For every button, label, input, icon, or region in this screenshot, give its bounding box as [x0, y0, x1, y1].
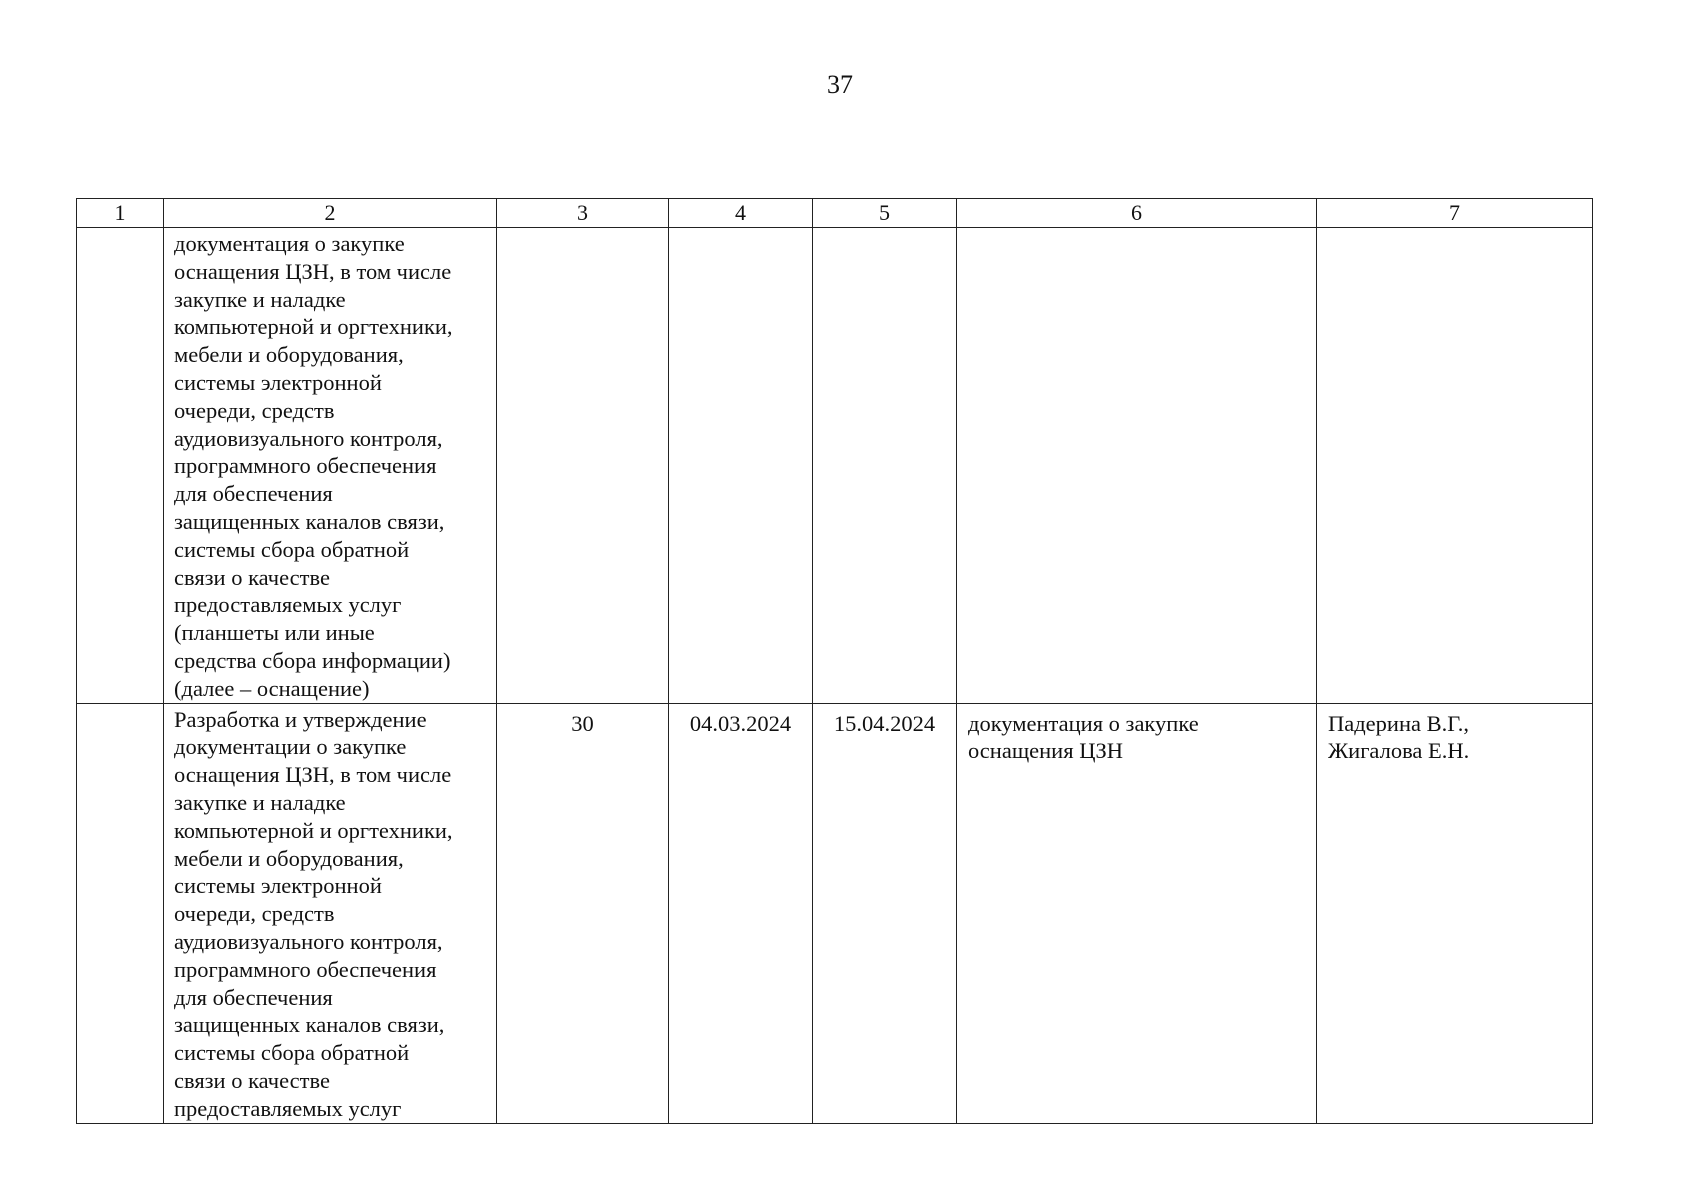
start-date-cell [669, 228, 813, 704]
result-cell [957, 228, 1317, 704]
description-text: Разработка и утверждение документации о закупке оснащения ЦЗН, в том числе закупке и наладке компьютерной и оргтехники, мебели и оборудования, системы электронной очереди, средств аудиовизуального контроля, программного обеспечения для обеспечения защищенных каналов связи, системы сбора обратной связи о качестве предоставляемых услуг [174, 706, 453, 1121]
start-date-cell [669, 703, 813, 1123]
column-header-6: 6 [957, 199, 1317, 228]
duration-value [497, 228, 668, 234]
duration-value: 30 [571, 710, 594, 736]
start-date-value [669, 228, 812, 234]
responsible-cell [1317, 703, 1593, 1123]
end-date-value [813, 228, 956, 234]
row-number-cell [77, 703, 164, 1123]
end-date-cell [813, 703, 957, 1123]
column-header-7: 7 [1317, 199, 1593, 228]
column-header-5: 5 [813, 199, 957, 228]
result-cell [957, 703, 1317, 1123]
column-header-4: 4 [669, 199, 813, 228]
description-text: документация о закупке оснащения ЦЗН, в том числе закупке и наладке компьютерной и оргтехники, мебели и оборудования, системы электронной очереди, средств аудиовизуального контроля, программного обеспечения для обеспечения защищенных каналов связи, системы сбора обратной связи о качестве предоставляемых услуг (планшеты или иные средства сбора информации) (далее – оснащение) [174, 231, 453, 701]
duration-cell [497, 703, 669, 1123]
table-row [77, 228, 1593, 704]
description-cell [164, 228, 497, 704]
responsible-text [1317, 228, 1592, 234]
responsible-text: Падерина В.Г., Жигалова Е.Н. [1328, 710, 1470, 764]
end-date-cell [813, 228, 957, 704]
column-header-2: 2 [164, 199, 497, 228]
table-row [77, 703, 1593, 1123]
table-header-row [77, 199, 1593, 228]
row-number [77, 228, 163, 234]
row-number [77, 704, 163, 710]
page-number: 37 [827, 70, 853, 99]
responsible-cell [1317, 228, 1593, 704]
row-number-cell [77, 228, 164, 704]
plan-table [76, 198, 1593, 1124]
end-date-value: 15.04.2024 [833, 710, 936, 736]
column-header-3: 3 [497, 199, 669, 228]
start-date-value: 04.03.2024 [689, 710, 792, 736]
result-text: документация о закупке оснащения ЦЗН [968, 710, 1199, 764]
column-header-1: 1 [77, 199, 164, 228]
duration-cell [497, 228, 669, 704]
description-cell [164, 703, 497, 1123]
result-text [957, 228, 1316, 234]
